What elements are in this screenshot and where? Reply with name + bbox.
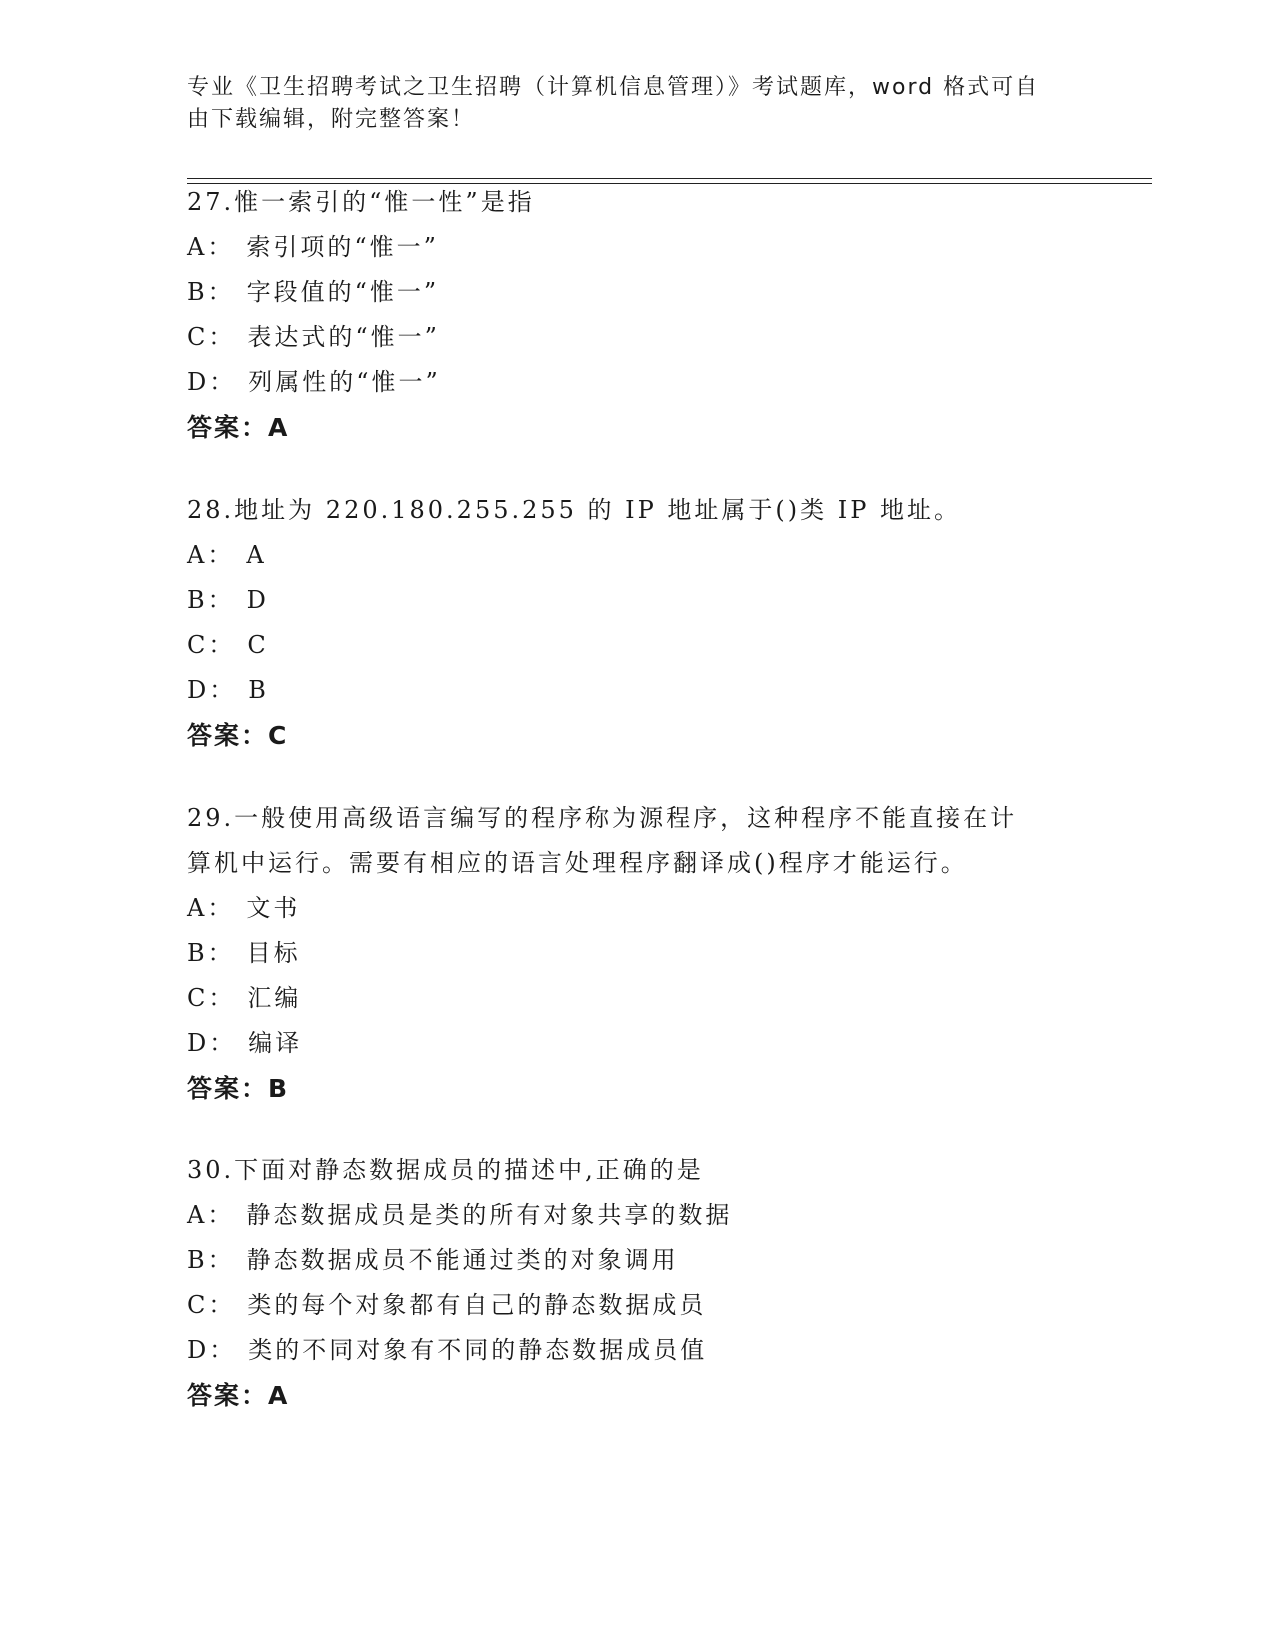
question-title: 27.惟一索引的“惟一性”是指 xyxy=(187,188,535,216)
option-c: C： 类的每个对象都有自己的静态数据成员 xyxy=(187,1291,707,1319)
option-d: D： 编译 xyxy=(187,1029,303,1057)
header-line-1: 专业《卫生招聘考试之卫生招聘（计算机信息管理）》考试题库，word 格式可自 xyxy=(187,75,1040,100)
document-header xyxy=(187,72,1087,136)
option-a: A： 索引项的“惟一” xyxy=(187,233,439,261)
answer-text: 答案：B xyxy=(187,1074,290,1103)
header-line-2: 由下载编辑，附完整答案！ xyxy=(187,107,476,132)
answer-text: 答案：A xyxy=(187,1381,290,1410)
option-c: C： 汇编 xyxy=(187,984,302,1012)
option-b: B： D xyxy=(187,586,269,614)
question-title: 28.地址为 220.180.255.255 的 IP 地址属于()类 IP 地址。 xyxy=(187,496,962,524)
question-30 xyxy=(187,1148,1087,1418)
option-b: B： 静态数据成员不能通过类的对象调用 xyxy=(187,1246,679,1274)
option-a: A： 文书 xyxy=(187,894,301,922)
option-d: D： 列属性的“惟一” xyxy=(187,368,441,396)
question-title-line-1: 29.一般使用高级语言编写的程序称为源程序，这种程序不能直接在计 xyxy=(187,804,1018,832)
question-28 xyxy=(187,488,1087,758)
header-divider-top xyxy=(187,178,1152,179)
option-d: D： 类的不同对象有不同的静态数据成员值 xyxy=(187,1336,708,1364)
option-a: A： 静态数据成员是类的所有对象共享的数据 xyxy=(187,1201,733,1229)
option-c: C： 表达式的“惟一” xyxy=(187,323,440,351)
option-b: B： 字段值的“惟一” xyxy=(187,278,440,306)
answer-text: 答案：C xyxy=(187,721,289,750)
option-b: B： 目标 xyxy=(187,939,301,967)
question-29 xyxy=(187,796,1087,1111)
answer-text: 答案：A xyxy=(187,413,290,442)
option-c: C： C xyxy=(187,631,269,659)
option-a: A： A xyxy=(187,541,267,569)
option-d: D： B xyxy=(187,676,269,704)
question-title: 30.下面对静态数据成员的描述中,正确的是 xyxy=(187,1156,704,1184)
question-title-line-2: 算机中运行。需要有相应的语言处理程序翻译成()程序才能运行。 xyxy=(187,849,968,877)
question-27 xyxy=(187,180,1087,450)
